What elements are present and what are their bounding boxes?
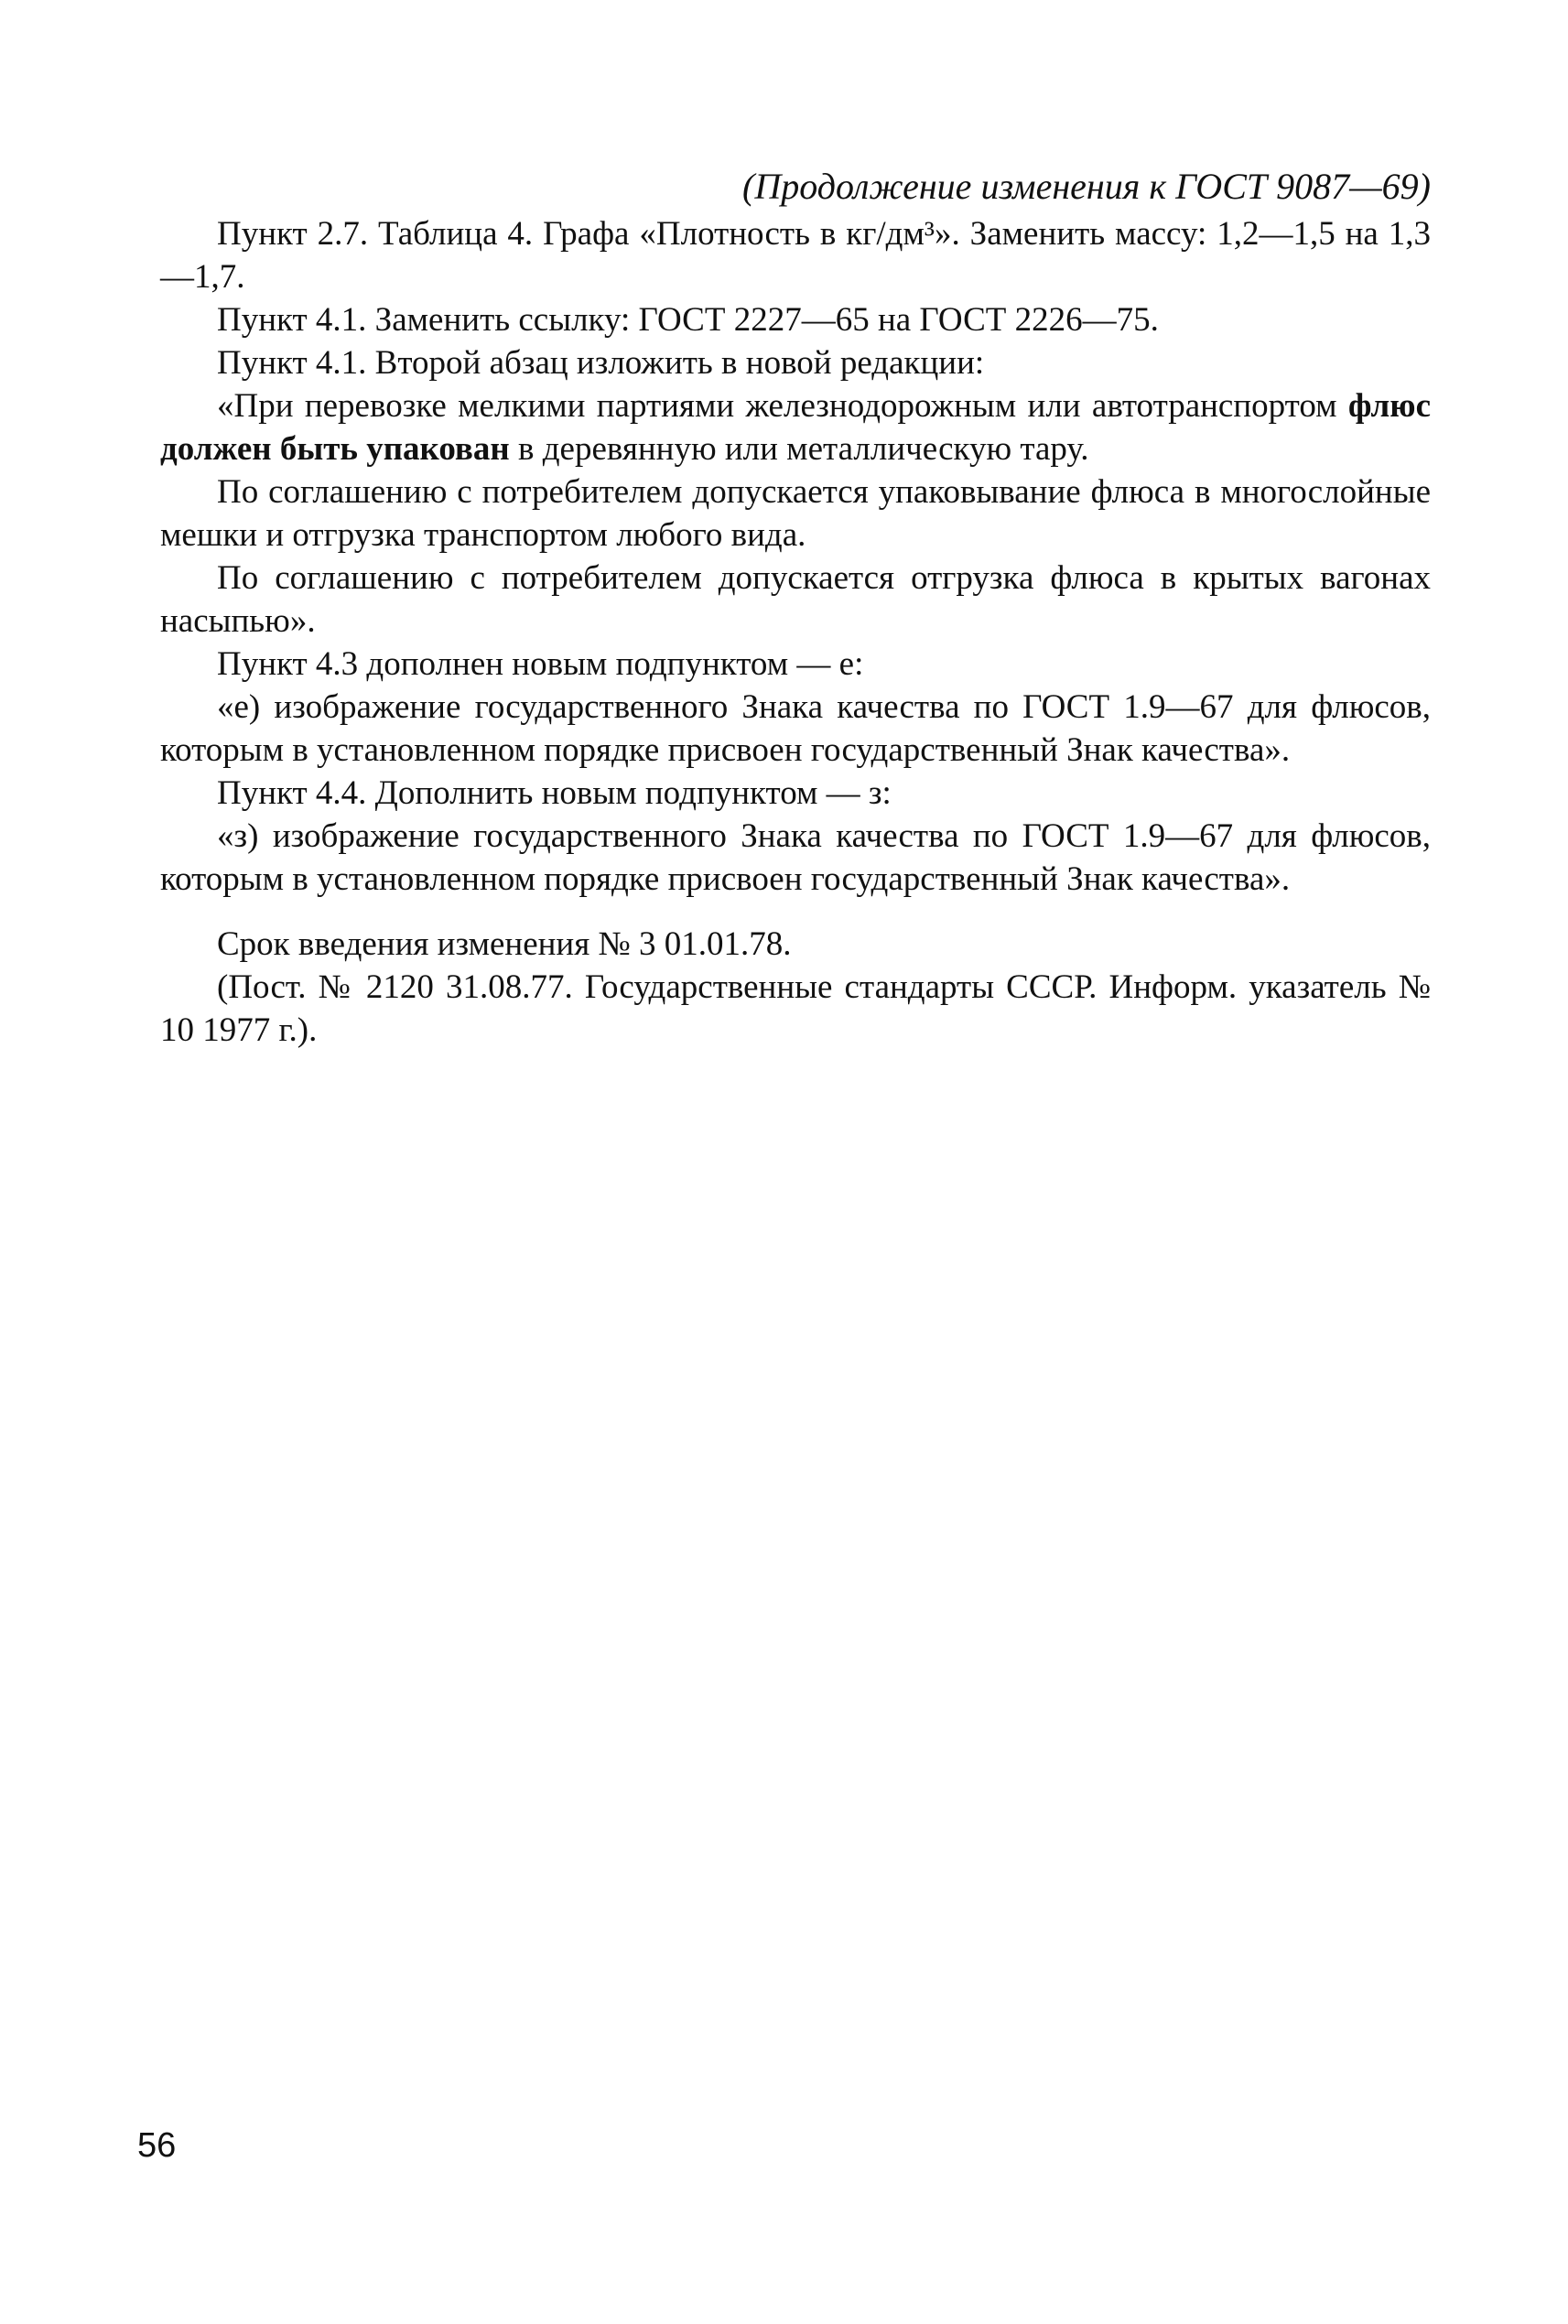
paragraph-item-2-7: Пункт 2.7. Таблица 4. Графа «Плотность в кг/дм³». Заменить массу: 1,2—1,5 на 1,3—1,7. xyxy=(160,215,1431,296)
paragraph-packaging-agreement: По соглашению с потребителем допускается упаковывание флюса в многослойные мешки и отгрузка транспортом любого вида. xyxy=(160,473,1431,554)
paragraph-item-4-4: Пункт 4.4. Дополнить новым подпунктом — з: xyxy=(217,774,892,812)
paragraph-quote-transport-bold: флюс должен быть упакован xyxy=(160,387,1431,468)
paragraph-decree-reference: (Пост. № 2120 31.08.77. Государственные стандарты СССР. Информ. указатель № 10 1977 г.). xyxy=(160,968,1431,1049)
paragraph-quote-transport xyxy=(160,384,1431,470)
document-body xyxy=(160,212,1431,1052)
page-number: 56 xyxy=(137,2126,177,2165)
paragraph-item-4-3: Пункт 4.3 дополнен новым подпунктом — е: xyxy=(217,645,864,683)
paragraph-quote-transport-end: в деревянную или металлическую тару. xyxy=(509,430,1089,468)
paragraph-effective-date: Срок введения изменения № 3 01.01.78. xyxy=(217,925,792,963)
paragraph-subitem-z: «з) изображение государственного Знака качества по ГОСТ 1.9—67 для флюсов, которым в установленном порядке присвоен государственный Знак качества». xyxy=(160,817,1431,898)
paragraph-subitem-e: «е) изображение государственного Знака качества по ГОСТ 1.9—67 для флюсов, которым в установленном порядке присвоен государственный Знак качества». xyxy=(160,688,1431,769)
paragraph-quote-transport-start: «При перевозке мелкими партиями железнодорожным или автотранспортом xyxy=(217,387,1348,425)
continuation-header: (Продолжение изменения к ГОСТ 9087—69) xyxy=(742,166,1431,207)
paragraph-item-4-1-second: Пункт 4.1. Второй абзац изложить в новой редакции: xyxy=(217,344,985,382)
paragraph-item-4-1-reference: Пункт 4.1. Заменить ссылку: ГОСТ 2227—65 на ГОСТ 2226—75. xyxy=(217,301,1159,339)
paragraph-bulk-shipment: По соглашению с потребителем допускается отгрузка флюса в крытых вагонах насыпью». xyxy=(160,559,1431,640)
